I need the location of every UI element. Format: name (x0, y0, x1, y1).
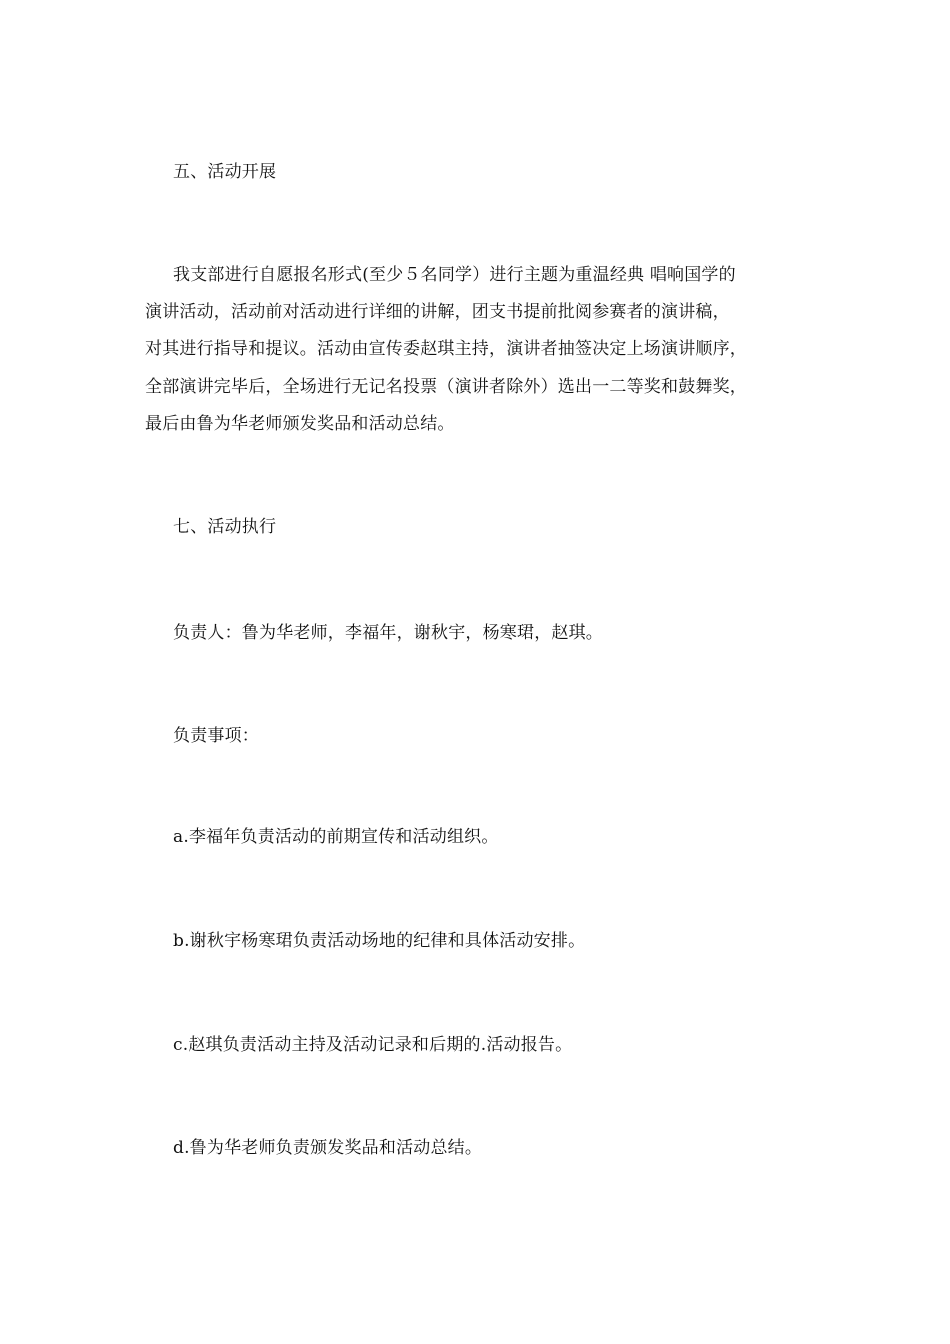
section-5-heading: 五、活动开展 (173, 162, 277, 182)
duty-item-a: a.李福年负责活动的前期宣传和活动组织。 (173, 827, 499, 847)
duty-item-d: d.鲁为华老师负责颁发奖品和活动总结。 (173, 1138, 483, 1158)
duties-label: 负责事项： (173, 726, 259, 746)
section-7-heading: 七、活动执行 (173, 517, 277, 537)
duty-item-b: b.谢秋宇杨寒珺负责活动场地的纪律和具体活动安排。 (173, 931, 586, 951)
paragraph-line-4: 全部演讲完毕后，全场进行无记名投票（演讲者除外）选出一二等奖和鼓舞奖， (145, 377, 747, 397)
responsible-persons: 负责人：鲁为华老师，李福年，谢秋宇，杨寒珺，赵琪。 (173, 623, 603, 643)
paragraph-line-1: 我支部进行自愿报名形式(至少５名同学）进行主题为重温经典 唱响国学的 (173, 265, 736, 285)
paragraph-line-5: 最后由鲁为华老师颁发奖品和活动总结。 (145, 414, 455, 434)
duty-item-c: c.赵琪负责活动主持及活动记录和后期的.活动报告。 (173, 1035, 573, 1055)
paragraph-line-2: 演讲活动，活动前对活动进行详细的讲解，团支书提前批阅参赛者的演讲稿， (145, 302, 730, 322)
paragraph-line-3: 对其进行指导和提议。活动由宣传委赵琪主持，演讲者抽签决定上场演讲顺序， (145, 339, 747, 359)
